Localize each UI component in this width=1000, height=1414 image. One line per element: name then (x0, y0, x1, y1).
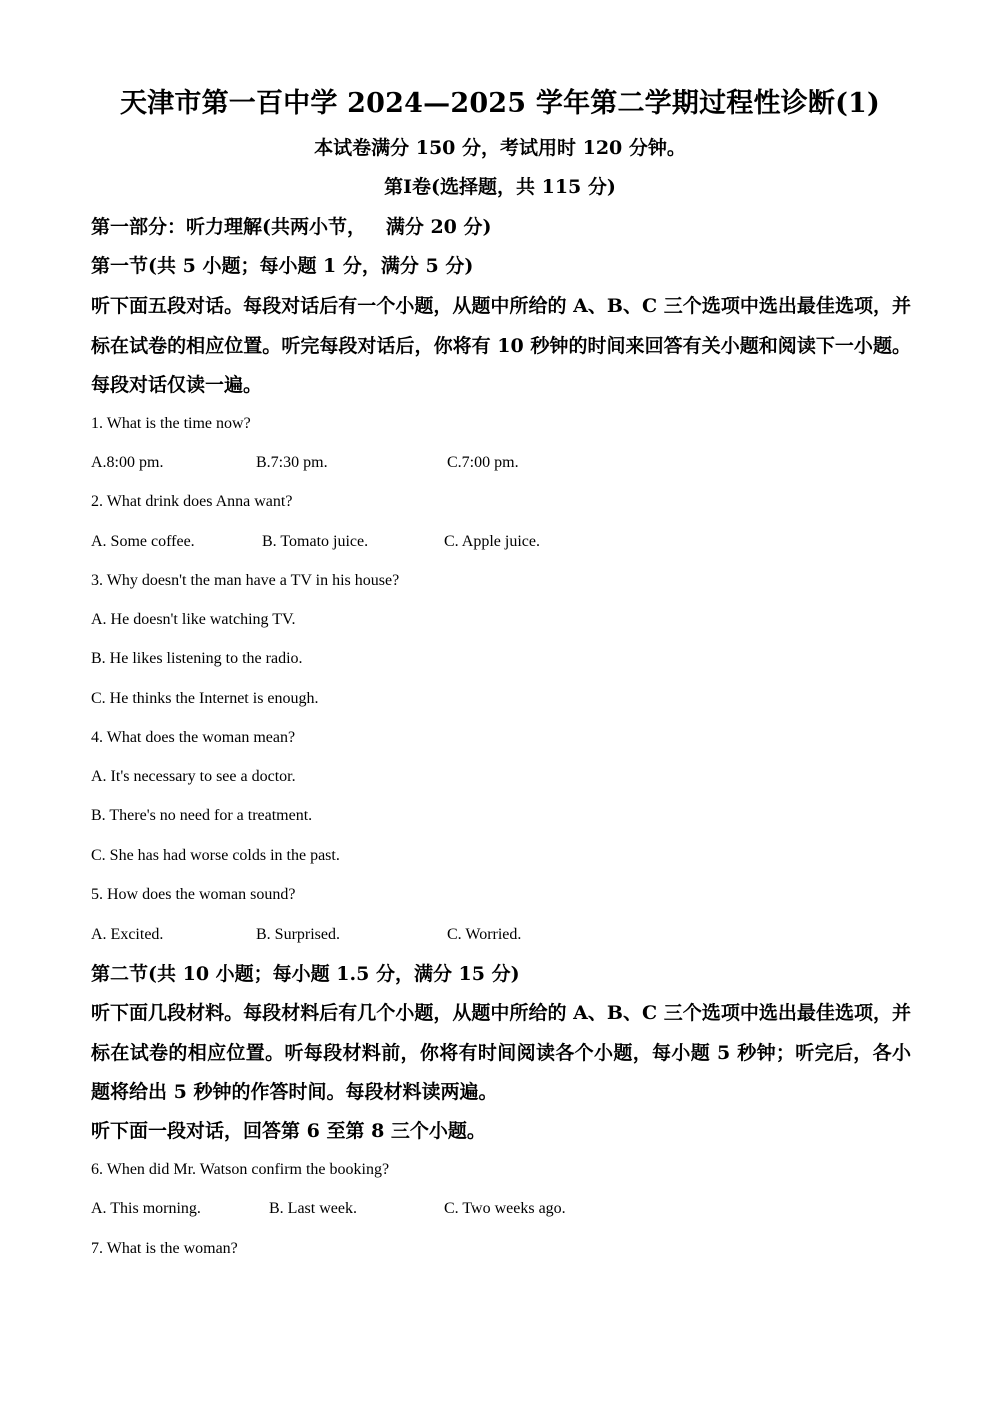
question-option: B.7:30 pm. (256, 454, 328, 471)
question-stem: 5. How does the woman sound? (91, 886, 296, 903)
question-option: C. Two weeks ago. (444, 1200, 566, 1217)
question-option: B. Tomato juice. (262, 533, 369, 550)
question-option: A. Some coffee. (91, 533, 195, 550)
exam-title: 天津市第一百中学 2024—2025 学年第二学期过程性诊断(1) (119, 88, 881, 119)
part1-heading: 第一部分：听力理解(共两小节， 满分 20 分) (91, 216, 492, 238)
section1-heading: 第一节(共 5 小题；每小题 1 分，满分 5 分) (91, 255, 474, 277)
question-option: A.8:00 pm. (91, 454, 164, 471)
question-stem: 3. Why doesn't the man have a TV in his house? (91, 572, 400, 589)
question-stem: 1. What is the time now? (91, 415, 251, 432)
question-stem: 7. What is the woman? (91, 1240, 238, 1257)
question-option: C.7:00 pm. (447, 454, 519, 471)
question-option: B. Surprised. (256, 926, 340, 943)
question-stem: 2. What drink does Anna want? (91, 493, 293, 510)
question-option: A. He doesn't like watching TV. (91, 611, 296, 628)
question-option: C. He thinks the Internet is enough. (91, 690, 319, 707)
question-option: B. Last week. (269, 1200, 357, 1217)
section2-heading: 第二节(共 10 小题；每小题 1.5 分，满分 15 分) (91, 963, 520, 985)
question-option: A. It's necessary to see a doctor. (91, 768, 296, 785)
question-option: C. Worried. (447, 926, 522, 943)
section1-instructions: 听下面五段对话。每段对话后有一个小题，从题中所给的 A、B、C 三个选项中选出最佳选项，并标在试卷的相应位置。听完每段对话后，你将有 10 秒钟的时间来回答有关小题和阅读下一小题。每段对话仅读一遍。 (91, 295, 911, 396)
question-option: C. She has had worse colds in the past. (91, 847, 340, 864)
section2-instructions: 听下面几段材料。每段材料后有几个小题，从题中所给的 A、B、C 三个选项中选出最佳选项，并标在试卷的相应位置。听每段材料前，你将有时间阅读各个小题，每小题 5 秒钟；听完后，各小题将给出 5 秒钟的作答时间。每段材料读两遍。 (91, 1002, 911, 1103)
volume-label: 第Ⅰ卷(选择题，共 115 分) (384, 176, 616, 198)
full-score-note: 本试卷满分 150 分，考试用时 120 分钟。 (314, 137, 686, 159)
question-option: B. He likes listening to the radio. (91, 650, 303, 667)
question-option: A. Excited. (91, 926, 164, 943)
question-option: C. Apple juice. (444, 533, 540, 550)
question-option: B. There's no need for a treatment. (91, 807, 313, 824)
question-option: A. This morning. (91, 1200, 201, 1217)
question-stem: 6. When did Mr. Watson confirm the booking? (91, 1161, 390, 1178)
question-stem: 4. What does the woman mean? (91, 729, 296, 746)
group-intro: 听下面一段对话，回答第 6 至第 8 三个小题。 (91, 1120, 486, 1142)
